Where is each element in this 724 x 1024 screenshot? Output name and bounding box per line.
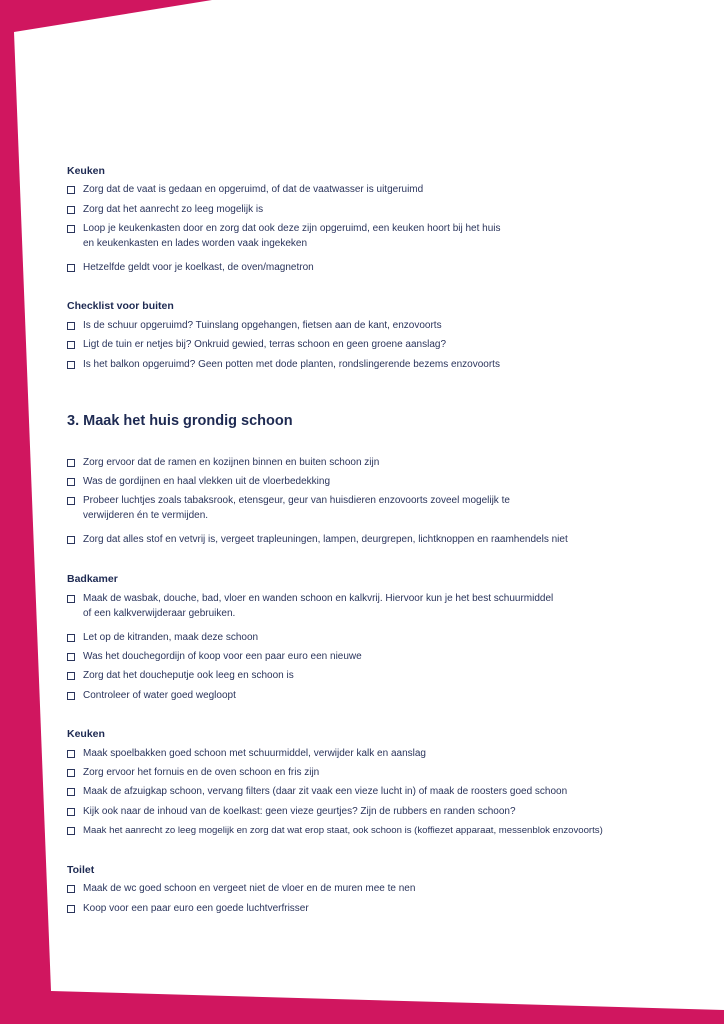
checkbox[interactable] (67, 497, 75, 505)
checkbox[interactable] (67, 478, 75, 486)
checkbox[interactable] (67, 653, 75, 661)
checkbox[interactable] (67, 634, 75, 642)
checkbox[interactable] (67, 750, 75, 758)
checkbox[interactable] (67, 595, 75, 603)
checkbox[interactable] (67, 322, 75, 330)
checkbox[interactable] (67, 692, 75, 700)
checklist-item[interactable]: Loop je keukenkasten door en zorg dat ook deze zijn opgeruimd, een keuken hoort bij het huis en keukenkasten en lades worden vaak ingekeken (67, 223, 697, 251)
checkbox[interactable] (67, 827, 75, 835)
section-heading-buiten: Checklist voor buiten (67, 300, 174, 312)
checkbox[interactable] (67, 341, 75, 349)
checklist-item[interactable]: Maak de wasbak, douche, bad, vloer en wanden schoon en kalkvrij. Hiervoor kun je het best schuurmiddel of een kalkverwijderaar gebruiken. (67, 593, 697, 621)
checklist-item[interactable]: Is het balkon opgeruimd? Geen potten met dode planten, rondslingerende bezems enzovoorts (67, 359, 697, 372)
checklist-item[interactable]: Koop voor een paar euro een goede luchtverfrisser (67, 903, 697, 916)
checklist-item[interactable]: Kijk ook naar de inhoud van de koelkast: geen vieze geurtjes? Zijn de rubbers en randen schoon? (67, 806, 697, 819)
checkbox[interactable] (67, 536, 75, 544)
checkbox[interactable] (67, 788, 75, 796)
checkbox[interactable] (67, 361, 75, 369)
section-heading-badkamer: Badkamer (67, 573, 118, 585)
checklist-item[interactable]: Was de gordijnen en haal vlekken uit de vloerbedekking (67, 476, 697, 489)
checklist-item[interactable]: Was het douchegordijn of koop voor een paar euro een nieuwe (67, 651, 697, 664)
checkbox[interactable] (67, 225, 75, 233)
section-heading-keuken-2: Keuken (67, 728, 105, 740)
checklist-item[interactable]: Probeer luchtjes zoals tabaksrook, etensgeur, geur van huisdieren enzovoorts zoveel mogelijk te verwijderen én te vermijden. (67, 495, 697, 523)
checkbox[interactable] (67, 459, 75, 467)
checklist-item[interactable]: Zorg dat het aanrecht zo leeg mogelijk is (67, 204, 697, 217)
section-heading-toilet: Toilet (67, 864, 95, 876)
checkbox[interactable] (67, 808, 75, 816)
checkbox[interactable] (67, 206, 75, 214)
checkbox[interactable] (67, 905, 75, 913)
checklist-item[interactable]: Zorg dat het doucheputje ook leeg en schoon is (67, 670, 697, 683)
checklist-item[interactable]: Maak het aanrecht zo leeg mogelijk en zorg dat wat erop staat, ook schoon is (koffiezet apparaat, messenblok enzovoorts) (67, 825, 697, 838)
checkbox[interactable] (67, 264, 75, 272)
checkbox[interactable] (67, 186, 75, 194)
checklist-item[interactable]: Maak de wc goed schoon en vergeet niet de vloer en de muren mee te nen (67, 883, 697, 896)
checklist-item[interactable]: Hetzelfde geldt voor je koelkast, de oven/magnetron (67, 262, 697, 275)
checklist-item[interactable]: Let op de kitranden, maak deze schoon (67, 632, 697, 645)
section-heading-keuken: Keuken (67, 165, 105, 177)
checklist-item[interactable]: Zorg dat alles stof en vetvrij is, vergeet trapleuningen, lampen, deurgrepen, lichtknoppen en raamhendels niet (67, 534, 697, 547)
checkbox[interactable] (67, 672, 75, 680)
checklist-item[interactable]: Zorg ervoor het fornuis en de oven schoon en fris zijn (67, 767, 697, 780)
checklist-item[interactable]: Zorg dat de vaat is gedaan en opgeruimd, of dat de vaatwasser is uitgeruimd (67, 184, 697, 197)
checklist-item[interactable]: Maak spoelbakken goed schoon met schuurmiddel, verwijder kalk en aanslag (67, 748, 697, 761)
checklist-item[interactable]: Is de schuur opgeruimd? Tuinslang opgehangen, fietsen aan de kant, enzovoorts (67, 320, 697, 333)
checkbox[interactable] (67, 769, 75, 777)
checklist-item[interactable]: Controleer of water goed wegloopt (67, 690, 697, 703)
checklist-item[interactable]: Maak de afzuigkap schoon, vervang filters (daar zit vaak een vieze lucht in) of maak de roosters goed schoon (67, 786, 697, 799)
checkbox[interactable] (67, 885, 75, 893)
chapter-heading: 3. Maak het huis grondig schoon (67, 413, 293, 429)
checklist-item[interactable]: Ligt de tuin er netjes bij? Onkruid gewied, terras schoon en geen groene aanslag? (67, 339, 697, 352)
checklist-item[interactable]: Zorg ervoor dat de ramen en kozijnen binnen en buiten schoon zijn (67, 457, 697, 470)
